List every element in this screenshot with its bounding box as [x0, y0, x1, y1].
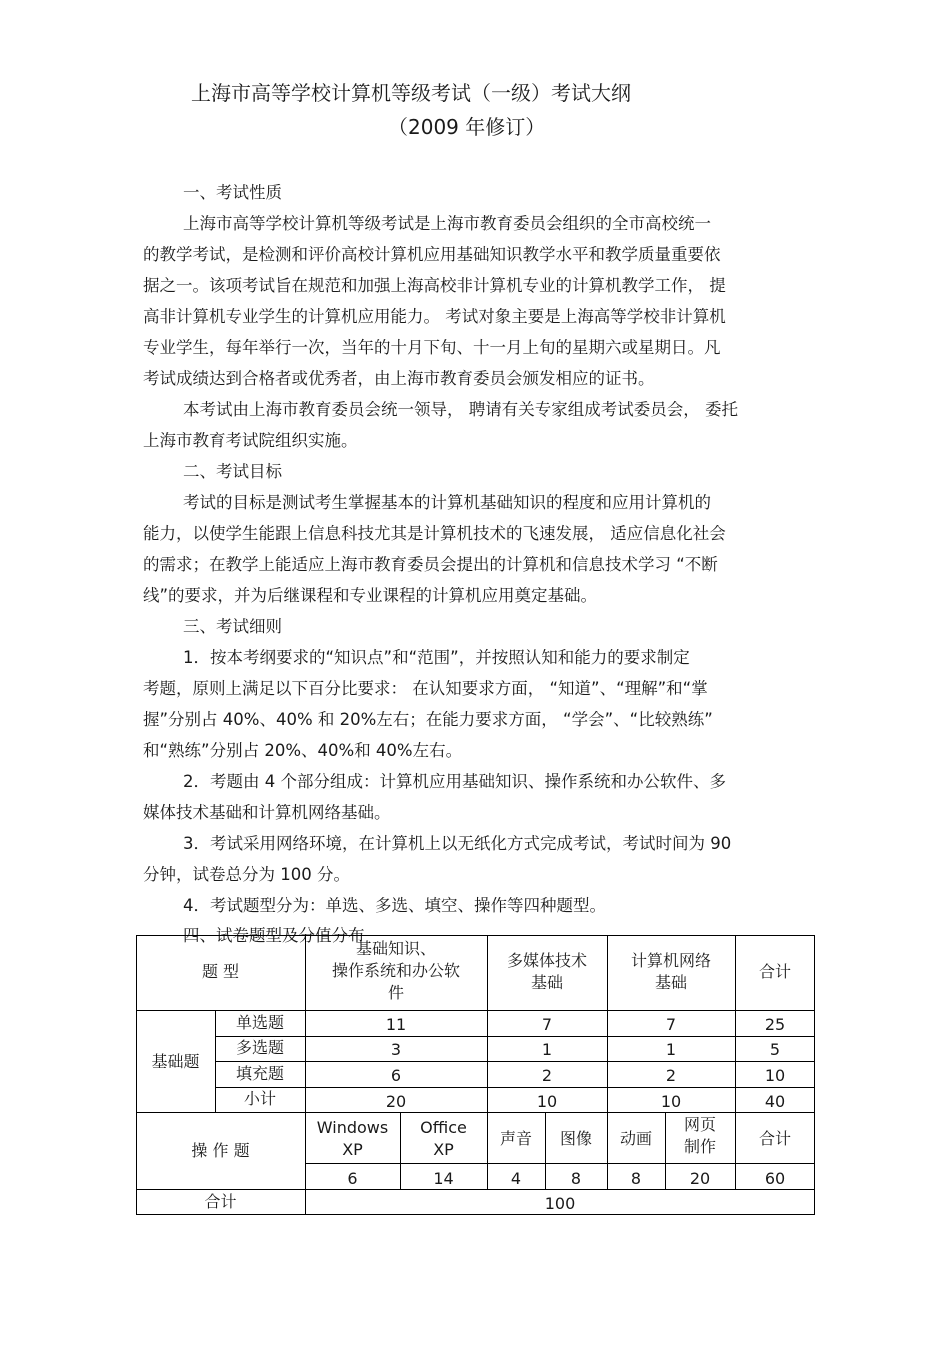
table-group-operation: 操 作 题	[191, 1141, 250, 1160]
paragraph-line: 分钟，试卷总分为 100 分。	[143, 865, 350, 884]
table-row-label: 多选题	[235, 1038, 284, 1057]
table-ops-header: 合计	[758, 1129, 791, 1148]
table-ops-header: 声音	[499, 1129, 532, 1148]
table-row-label: 小计	[243, 1089, 276, 1108]
paragraph-line: 高非计算机专业学生的计算机应用能力。 考试对象主要是上海高等学校非计算机	[143, 307, 726, 326]
table-cell: 5	[769, 1040, 781, 1059]
table-cell: 1	[665, 1040, 677, 1059]
table-cell: 2	[541, 1066, 553, 1085]
paragraph-line: 线”的要求，并为后继课程和专业课程的计算机应用奠定基础。	[143, 586, 598, 605]
table-ops-header: 图像	[559, 1129, 592, 1148]
table-header-type: 题 型	[201, 962, 240, 981]
paragraph-line: 能力，以使学生能跟上信息科技尤其是计算机技术的飞速发展， 适应信息化社会	[143, 524, 726, 543]
paragraph-line: 4．考试题型分为：单选、多选、填空、操作等四种题型。	[183, 896, 606, 915]
table-grand-total-label: 合计	[204, 1192, 237, 1211]
table-cell: 6	[390, 1066, 402, 1085]
paragraph-line: 本考试由上海市教育委员会统一领导， 聘请有关专家组成考试委员会， 委托	[183, 400, 738, 419]
table-row-label: 单选题	[235, 1013, 284, 1032]
table-cell: 10	[764, 1066, 786, 1085]
table-cell: 8	[570, 1169, 582, 1188]
paragraph-line: 据之一。该项考试旨在规范和加强上海高校非计算机专业的计算机教学工作， 提	[143, 276, 726, 295]
paragraph-line: 上海市教育考试院组织实施。	[143, 431, 358, 450]
paragraph-line: 3．考试采用网络环境，在计算机上以无纸化方式完成考试，考试时间为 90	[183, 834, 732, 853]
table-cell: 2	[665, 1066, 677, 1085]
table-cell: 20	[385, 1092, 407, 1111]
paragraph-line: 和“熟练”分别占 20%、40%和 40%左右。	[143, 741, 463, 760]
paragraph-line: 考试的目标是测试考生掌握基本的计算机基础知识的程度和应用计算机的	[183, 493, 711, 512]
table-cell: 3	[390, 1040, 402, 1059]
table-cell: 6	[347, 1169, 358, 1188]
table-ops-header: 网页 制作	[683, 1115, 716, 1156]
table-header-multimedia: 多媒体技术 基础	[506, 951, 587, 992]
table-ops-header: 动画	[619, 1129, 652, 1148]
section-heading-distribution: 四、试卷题型及分值分布	[183, 926, 365, 945]
table-row-label: 填充题	[235, 1064, 284, 1083]
paragraph-line: 媒体技术基础和计算机网络基础。	[143, 803, 391, 822]
table-cell: 7	[541, 1015, 553, 1034]
table-cell: 4	[510, 1169, 522, 1188]
table-ops-header: Office XP	[420, 1118, 467, 1159]
paragraph-line: 2．考题由 4 个部分组成：计算机应用基础知识、操作系统和办公软件、多	[183, 772, 726, 791]
table-header-total: 合计	[758, 962, 791, 981]
paragraph-line: 上海市高等学校计算机等级考试是上海市教育委员会组织的全市高校统一	[183, 214, 711, 233]
table-ops-header: Windows XP	[316, 1118, 389, 1159]
section-heading-nature: 一、考试性质	[183, 183, 282, 202]
table-cell: 10	[536, 1092, 558, 1111]
section-heading-goals: 二、考试目标	[183, 462, 282, 481]
paragraph-line: 的教学考试，是检测和评价高校计算机应用基础知识教学水平和教学质量重要依	[143, 245, 721, 264]
table-grand-total-value: 100	[544, 1194, 576, 1213]
paragraph-line: 的需求；在教学上能适应上海市教育委员会提出的计算机和信息技术学习 “不断	[143, 555, 718, 574]
table-header-basics: 基础知识、 操作系统和办公软 件	[331, 939, 460, 1002]
section-heading-rules: 三、考试细则	[183, 617, 282, 636]
table-cell: 7	[665, 1015, 677, 1034]
paragraph-line: 握”分别占 40%、40% 和 20%左右；在能力要求方面， “学会”、“比较熟练”	[143, 710, 713, 729]
table-cell: 40	[764, 1092, 786, 1111]
table-cell: 14	[433, 1169, 454, 1188]
table-group-basic: 基础题	[151, 1052, 200, 1071]
document-title: 上海市高等学校计算机等级考试（一级）考试大纲	[191, 81, 631, 105]
table-cell: 11	[385, 1015, 407, 1034]
paragraph-line: 1．按本考纲要求的“知识点”和“范围”，并按照认知和能力的要求制定	[183, 648, 690, 667]
table-cell: 20	[689, 1169, 711, 1188]
document-subtitle: （2009 年修订）	[388, 115, 546, 139]
table-cell: 1	[541, 1040, 553, 1059]
table-cell: 10	[660, 1092, 682, 1111]
table-cell: 60	[764, 1169, 786, 1188]
paragraph-line: 考题，原则上满足以下百分比要求： 在认知要求方面， “知道”、“理解”和“掌	[143, 679, 708, 698]
table-cell: 25	[764, 1015, 786, 1034]
table-cell: 8	[630, 1169, 642, 1188]
table-header-network: 计算机网络 基础	[630, 951, 711, 992]
paragraph-line: 考试成绩达到合格者或优秀者，由上海市教育委员会颁发相应的证书。	[143, 369, 655, 388]
paragraph-line: 专业学生，每年举行一次，当年的十月下旬、十一月上旬的星期六或星期日。凡	[143, 338, 721, 357]
